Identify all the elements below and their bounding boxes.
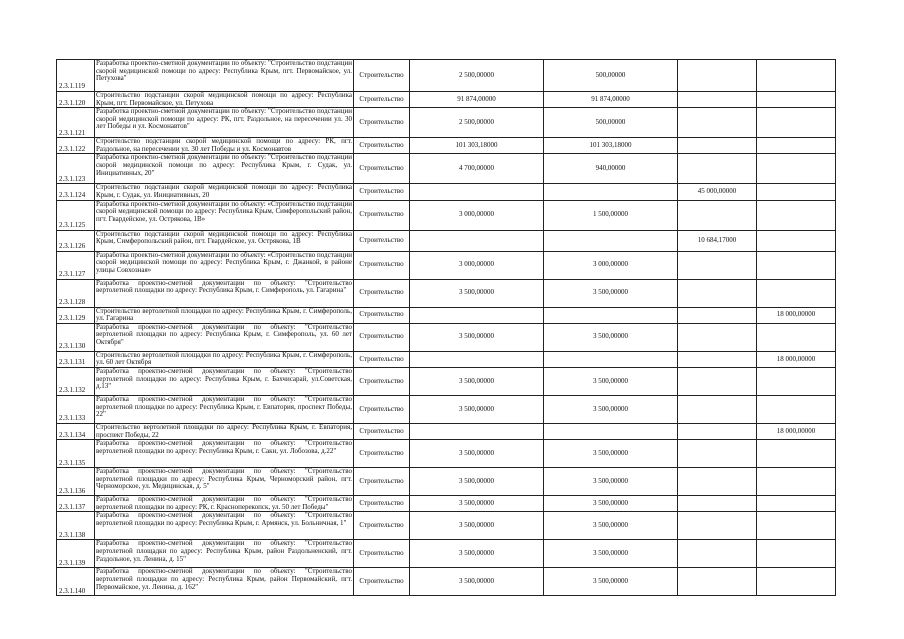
row-number: 2.3.1.139 [57,540,95,568]
row-work-type: Строительство [354,323,410,351]
row-value-col4 [757,468,836,496]
row-value-col1 [410,230,544,251]
row-value-col3: 10 684,17000 [678,230,757,251]
row-number: 2.3.1.121 [57,108,95,138]
row-value-col4 [757,279,836,307]
row-number: 2.3.1.131 [57,351,95,367]
row-work-type: Строительство [354,60,410,92]
row-work-type: Строительство [354,307,410,323]
table-row [57,512,836,540]
row-description: Разработка проектно-сметной документации по объекту: "Строительство подстанции скорой медицинской помощи по адресу: Республика Крым, пгт. Первомайское, ул. Петухова" [95,60,354,92]
table-row [57,60,836,92]
row-value-col4 [757,512,836,540]
row-value-col2: 3 500,00000 [544,540,678,568]
row-description: Разработка проектно-сметной документации по объекту: "Строительство вертолетной площадки по адресу: Республика Крым, г. Евпатория, проспект Победы, 22" [95,395,354,423]
row-description: Разработка проектно-сметной документации по объекту: "Строительство вертолетной площадки по адресу: Республика Крым, Черноморский район, пгт. Черноморское, ул. Медицинская, д. 5" [95,468,354,496]
row-value-col2: 91 874,00000 [544,92,678,108]
row-value-col2: 3 500,00000 [544,568,678,596]
row-value-col2: 940,00000 [544,154,678,184]
row-value-col3 [678,496,757,512]
row-value-col1: 3 500,00000 [410,279,544,307]
row-value-col3 [678,108,757,138]
row-value-col4 [757,496,836,512]
row-value-col2 [544,230,678,251]
row-value-col3 [678,423,757,439]
row-value-col4 [757,568,836,596]
row-number: 2.3.1.119 [57,60,95,92]
row-number: 2.3.1.130 [57,323,95,351]
row-work-type: Строительство [354,138,410,154]
row-value-col4 [757,60,836,92]
table-row [57,440,836,468]
row-number: 2.3.1.126 [57,230,95,251]
row-description: Строительство подстанции скорой медицинской помощи по адресу: Республика Крым, Симферопольский район, пгт. Гвардейское, ул. Острякова, 1В [95,230,354,251]
row-value-col3 [678,540,757,568]
row-value-col3 [678,512,757,540]
table-row [57,323,836,351]
row-description: Строительство вертолетной площадки по адресу: Республика Крым, г. Евпатория, проспект Победы, 22 [96,423,352,439]
table-row [57,251,836,279]
row-value-col1: 3 500,00000 [410,512,544,540]
table-row [57,279,836,307]
row-value-col3 [678,251,757,279]
row-value-col3 [678,154,757,184]
row-value-col2: 3 500,00000 [544,395,678,423]
row-description: Разработка проектно-сметной документации по объекту: "Строительство вертолетной площадки по адресу: Республика Крым, район Раздольненский, пгт. Раздольное, ул. Ленина, д. 15" [95,540,354,568]
row-description: Строительство подстанции скорой медицинской помощи по адресу: РК, пгт. Раздольное, на пересечении ул. 30 лет Победы и ул. Космонавтов [96,137,352,153]
row-value-col4 [757,251,836,279]
row-value-col2: 3 500,00000 [544,512,678,540]
row-value-col3 [678,468,757,496]
row-value-col1: 2 500,00000 [410,108,544,138]
row-work-type: Строительство [354,496,410,512]
row-value-col2: 3 500,00000 [544,496,678,512]
table-row [57,540,836,568]
budget-table [56,59,836,596]
row-value-col1 [410,351,544,367]
row-value-col2: 3 500,00000 [544,367,678,395]
row-value-col4: 18 000,00000 [757,423,836,439]
row-value-col1 [410,423,544,439]
row-number: 2.3.1.127 [57,251,95,279]
row-value-col2 [544,351,678,367]
row-value-col1: 3 000,00000 [410,251,544,279]
row-value-col3 [678,138,757,154]
row-value-col4 [757,367,836,395]
row-work-type: Строительство [354,200,410,230]
table-row [57,307,836,323]
row-description: Разработка проектно-сметной документации по объекту: "Строительство вертолетной площадки по адресу: Республика Крым, район Первомайский, пгт. Первомайское, ул. Ленина, д. 162" [95,568,354,596]
table-row [57,468,836,496]
row-work-type: Строительство [354,351,410,367]
row-value-col1: 91 874,00000 [410,92,544,108]
row-description: Разработка проектно-сметной документации по объекту: «Строительство подстанции скорой медицинской помощи по адресу: Республика Крым, г. Джанкой, в районе улицы Совхозная» [95,251,354,279]
row-number: 2.3.1.122 [57,138,95,154]
row-value-col2: 500,00000 [544,108,678,138]
row-number: 2.3.1.125 [57,200,95,230]
row-description: Строительство вертолетной площадки по адресу: Республика Крым, г. Симферополь, ул. Гагарина [96,307,352,323]
row-value-col3 [678,568,757,596]
table-row [57,200,836,230]
row-value-col2: 3 500,00000 [544,440,678,468]
row-number: 2.3.1.138 [57,512,95,540]
row-work-type: Строительство [354,184,410,200]
row-value-col1: 3 500,00000 [410,440,544,468]
row-number: 2.3.1.128 [57,279,95,307]
row-work-type: Строительство [354,92,410,108]
row-description: Строительство вертолетной площадки по адресу: Республика Крым, г. Симферополь, ул. 60 лет Октября [96,351,352,367]
table-body [57,60,836,596]
row-number: 2.3.1.124 [57,184,95,200]
row-description: Разработка проектно-сметной документации по объекту: "Строительство вертолетной площадки по адресу: РК, г. Красноперекопск, ул. 50 лет Победы" [96,495,352,511]
row-value-col3 [678,60,757,92]
row-value-col2: 3 500,00000 [544,468,678,496]
row-value-col1: 4 700,00000 [410,154,544,184]
row-value-col2: 1 500,00000 [544,200,678,230]
row-value-col1 [410,184,544,200]
row-value-col1: 3 000,00000 [410,200,544,230]
row-number: 2.3.1.129 [57,307,95,323]
row-value-col1: 3 500,00000 [410,395,544,423]
table-row [57,568,836,596]
row-work-type: Строительство [354,468,410,496]
row-description: Разработка проектно-сметной документации по объекту: "Строительство вертолетной площадки по адресу: Республика Крым, г. Армянск, ул. Больничная, 1" [95,512,354,540]
row-value-col3 [678,307,757,323]
row-value-col4 [757,92,836,108]
table-row [57,351,836,367]
row-value-col3 [678,440,757,468]
row-work-type: Строительство [354,367,410,395]
row-description: Разработка проектно-сметной документации по объекту: "Строительство подстанции скорой медицинской помощи по адресу: Республика Крым, г. Судак, ул. Инициативных, 20" [95,154,354,184]
row-number: 2.3.1.140 [57,568,95,596]
row-value-col2: 3 500,00000 [544,279,678,307]
table-row [57,154,836,184]
row-work-type: Строительство [354,108,410,138]
row-value-col2: 3 000,00000 [544,251,678,279]
row-description: Строительство подстанции скорой медицинской помощи по адресу: Республика Крым, г. Судак, ул. Инициативных, 20 [96,183,352,199]
row-value-col1: 2 500,00000 [410,60,544,92]
row-value-col4 [757,323,836,351]
row-value-col1: 3 500,00000 [410,568,544,596]
row-work-type: Строительство [354,423,410,439]
row-work-type: Строительство [354,154,410,184]
row-description: Разработка проектно-сметной документации по объекту: "Строительство вертолетной площадки по адресу: Республика Крым, г. Симферополь, ул. 60 лет Октября" [95,323,354,351]
row-value-col2 [544,184,678,200]
row-value-col2: 500,00000 [544,60,678,92]
row-value-col3 [678,200,757,230]
row-work-type: Строительство [354,440,410,468]
table-row [57,108,836,138]
row-value-col4 [757,395,836,423]
row-work-type: Строительство [354,395,410,423]
table-row [57,496,836,512]
row-value-col1: 3 500,00000 [410,496,544,512]
row-value-col2 [544,423,678,439]
row-number: 2.3.1.120 [57,92,95,108]
table-row [57,423,836,439]
row-value-col4 [757,184,836,200]
row-value-col2: 101 303,18000 [544,138,678,154]
row-value-col3 [678,323,757,351]
row-number: 2.3.1.136 [57,468,95,496]
row-description: Разработка проектно-сметной документации по объекту: "Строительство подстанции скорой медицинской помощи по адресу: РК, пгт. Раздольное, на пересечении ул. 30 лет Победы и ул. Космонавтов" [95,108,354,138]
document-page [56,59,835,595]
table-row [57,395,836,423]
row-number: 2.3.1.134 [57,423,95,439]
row-value-col3 [678,92,757,108]
table-row [57,92,836,108]
row-value-col1: 3 500,00000 [410,468,544,496]
row-description: Разработка проектно-сметной документации по объекту: "Строительство вертолетной площадки по адресу: Республика Крым, г. Бахчисарай, ул.Советская, д.13" [95,367,354,395]
row-work-type: Строительство [354,251,410,279]
row-value-col3 [678,367,757,395]
row-value-col4 [757,154,836,184]
row-number: 2.3.1.132 [57,367,95,395]
row-value-col4 [757,200,836,230]
row-value-col4 [757,540,836,568]
row-value-col4: 18 000,00000 [757,307,836,323]
row-number: 2.3.1.133 [57,395,95,423]
row-value-col1: 3 500,00000 [410,540,544,568]
table-row [57,138,836,154]
row-value-col2: 3 500,00000 [544,323,678,351]
row-value-col1 [410,307,544,323]
row-work-type: Строительство [354,540,410,568]
table-row [57,230,836,251]
row-description: Разработка проектно-сметной документации по объекту: "Строительство вертолетной площадки по адресу: Республика Крым, г. Саки, ул. Лобозова, д.22" [95,440,354,468]
row-number: 2.3.1.137 [57,496,95,512]
row-value-col4 [757,440,836,468]
row-work-type: Строительство [354,230,410,251]
row-work-type: Строительство [354,279,410,307]
table-row [57,367,836,395]
row-value-col4 [757,108,836,138]
row-description: Строительство подстанции скорой медицинской помощи по адресу: Республика Крым, пгт. Первомайское, ул. Петухова [96,91,352,107]
row-value-col1: 3 500,00000 [410,323,544,351]
row-number: 2.3.1.135 [57,440,95,468]
table-row [57,184,836,200]
row-value-col4: 18 000,00000 [757,351,836,367]
row-value-col3: 45 000,00000 [678,184,757,200]
row-value-col2 [544,307,678,323]
row-value-col3 [678,351,757,367]
row-value-col3 [678,279,757,307]
row-description: Разработка проектно-сметной документации по объекту: "Строительство вертолетной площадки по адресу: Республика Крым, г. Симферополь, ул. Гагарина" [95,279,354,307]
row-value-col1: 101 303,18000 [410,138,544,154]
row-number: 2.3.1.123 [57,154,95,184]
row-work-type: Строительство [354,512,410,540]
row-value-col3 [678,395,757,423]
row-work-type: Строительство [354,568,410,596]
row-description: Разработка проектно-сметной документации по объекту: «Строительство подстанции скорой медицинской помощи по адресу: Республика Крым, Симферопольский район, пгт. Гвардейское, ул. Острякова, 1В» [95,200,354,230]
row-value-col4 [757,230,836,251]
row-value-col1: 3 500,00000 [410,367,544,395]
row-value-col4 [757,138,836,154]
